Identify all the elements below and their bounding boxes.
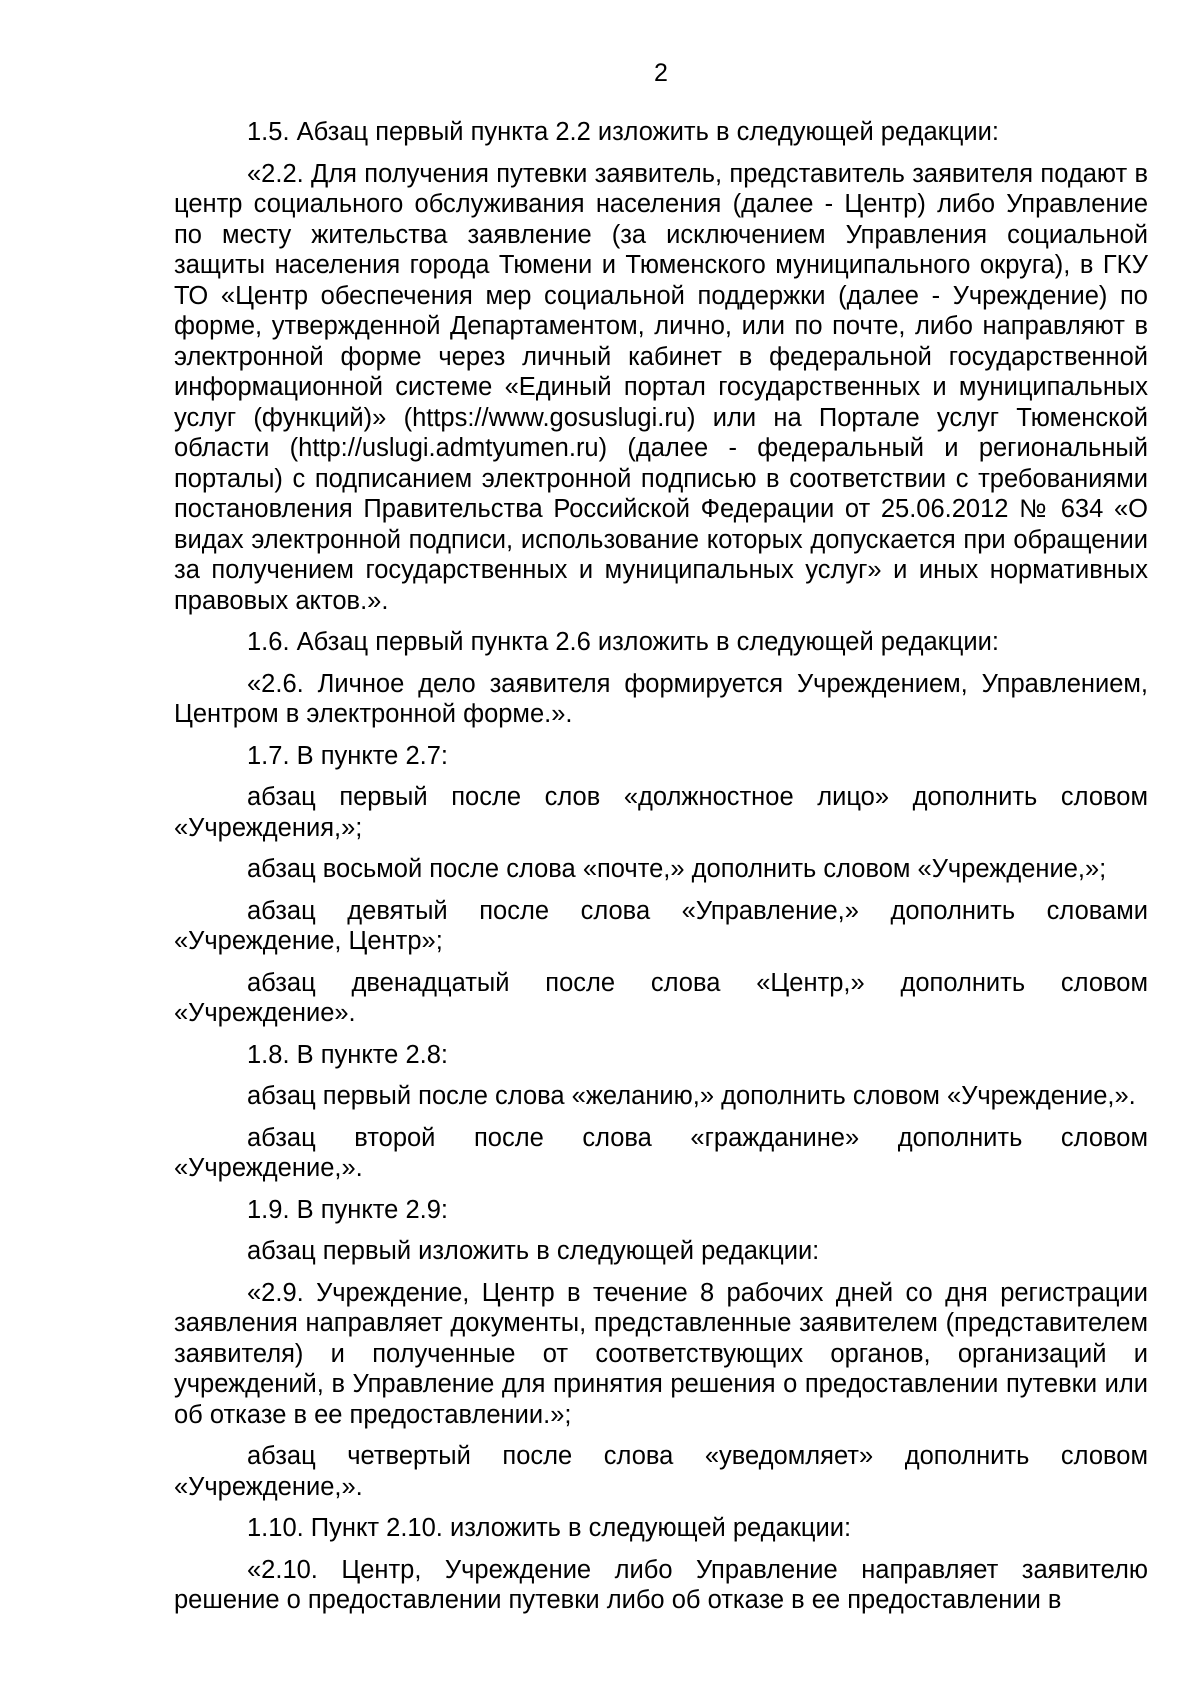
paragraph-2-6-text: «2.6. Личное дело заявителя формируется Учреждением, Управлением, Центром в электронной форме.». — [174, 669, 1148, 728]
paragraph-1-7: 1.7. В пункте 2.7: — [247, 741, 448, 770]
document-body — [174, 117, 1148, 1626]
page-number: 2 — [654, 59, 668, 87]
paragraph-1-5: 1.5. Абзац первый пункта 2.2 изложить в следующей редакции: — [247, 118, 999, 146]
paragraph-1-7-item-3: абзац девятый после слова «Управление,» дополнить словами «Учреждение, Центр»; — [174, 896, 1148, 955]
paragraph-1-9-item-2: абзац четвертый после слова «уведомляет» дополнить словом «Учреждение,». — [174, 1442, 1148, 1501]
paragraph-1-9: 1.9. В пункте 2.9: — [247, 1195, 448, 1224]
paragraph-2-2-text: «2.2. Для получения путевки заявитель, представитель заявителя подают в центр социального обслуживания населения (далее - Центр) либо Управление по месту жительства заявление (за исключением Управления социальной защиты населения города Тюмени и Тюменского муниципального округа), в ГКУ ТО «Центр обеспечения мер социальной поддержки (далее - Учреждение) по форме, утвержденной Департаментом, лично, или по почте, либо направляют в электронной форме через личный кабинет в федеральной государственной информационной системе «Единый портал государственных и муниципальных услуг (функций)» (https://www.gosuslugi.ru) или на Портале услуг Тюменской области (http://uslugi.admtyumen.ru) (далее - федеральный и региональный порталы) с подписанием электронной подписью в соответствии с требованиями постановления Правительства Российской Федерации от 25.06.2012 № 634 «О видах электронной подписи, использование которых допускается при обращении за получением государственных и муниципальных услуг» и иных нормативных правовых актов.». — [174, 159, 1148, 615]
paragraph-1-10: 1.10. Пункт 2.10. изложить в следующей редакции: — [247, 1514, 852, 1542]
paragraph-1-7-item-4: абзац двенадцатый после слова «Центр,» дополнить словом «Учреждение». — [174, 968, 1148, 1027]
paragraph-1-8: 1.8. В пункте 2.8: — [247, 1040, 448, 1069]
paragraph-2-10-text: «2.10. Центр, Учреждение либо Управление направляет заявителю решение о предоставлении путевки либо об отказе в ее предоставлении в — [174, 1555, 1148, 1614]
paragraph-1-8-item-2: абзац второй после слова «гражданине» дополнить словом «Учреждение,». — [174, 1123, 1148, 1182]
paragraph-1-6: 1.6. Абзац первый пункта 2.6 изложить в следующей редакции: — [247, 628, 999, 656]
paragraph-1-7-item-2: абзац восьмой после слова «почте,» дополнить словом «Учреждение,»; — [247, 855, 1107, 883]
paragraph-1-7-item-1: абзац первый после слов «должностное лицо» дополнить словом «Учреждения,»; — [174, 783, 1148, 842]
paragraph-1-8-item-1: абзац первый после слова «желанию,» дополнить словом «Учреждение,». — [247, 1082, 1136, 1110]
paragraph-2-9-text: «2.9. Учреждение, Центр в течение 8 рабочих дней со дня регистрации заявления направляет документы, представленные заявителем (представителем заявителя) и полученные от соответствующих органов, организаций и учреждений, в Управление для принятия решения о предоставлении путевки или об отказе в ее предоставлении.»; — [174, 1278, 1148, 1429]
paragraph-1-9-item-1: абзац первый изложить в следующей редакции: — [247, 1237, 820, 1265]
